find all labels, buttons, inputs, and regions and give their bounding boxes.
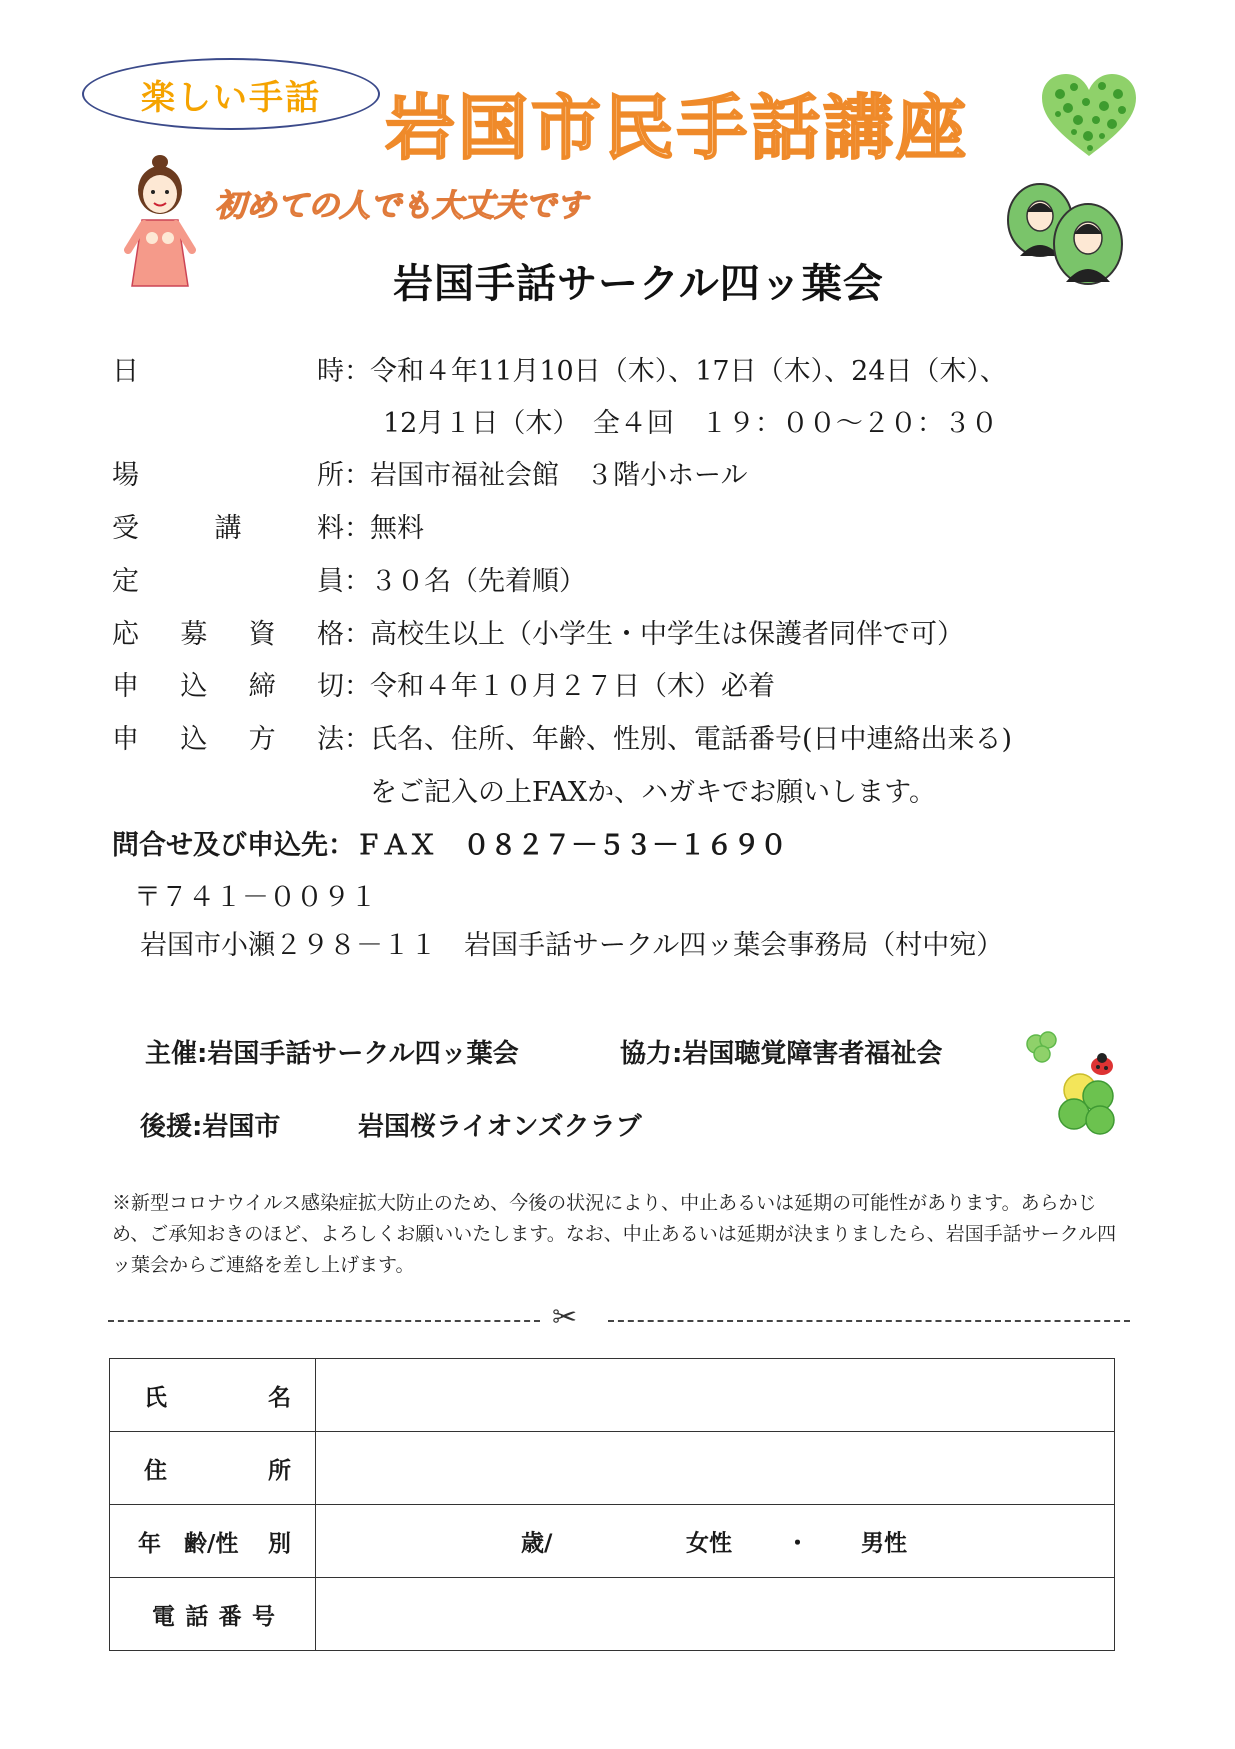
woman-illustration xyxy=(120,150,200,292)
form-label-phone: 電 話 番 号 xyxy=(110,1578,316,1651)
info-value-date: 令和４年11月10日（木）、17日（木）、24日（木）、 xyxy=(370,356,1007,387)
form-field-address[interactable] xyxy=(316,1432,1115,1505)
page-title: 岩国市民手話講座 xyxy=(385,87,969,169)
info-value-deadline: 令和４年１０月２７日（木）必着 xyxy=(370,671,775,702)
info-row-contact: 問合せ及び申込先：ＦＡＸ ０８２７－５３－１６９０ xyxy=(112,830,787,861)
signer-faces-illustration xyxy=(1006,182,1126,286)
form-field-name[interactable] xyxy=(316,1359,1115,1432)
subtitle: 初めての人でも大丈夫です xyxy=(215,188,587,224)
info-value-date-line2: 12月１日（木） 全４回 １９：００～２０：３０ xyxy=(383,408,998,439)
sponsor-cooperation: 協力:岩国聴覚障害者福祉会 xyxy=(620,1039,943,1069)
info-row-method: 申 込 方 法 ：氏名、住所、年齢、性別、電話番号(日中連絡出来る) xyxy=(112,724,1013,755)
info-value-eligibility: 高校生以上（小学生・中学生は保護者同伴で可） xyxy=(370,619,964,650)
age-unit: 歳/ xyxy=(521,1530,553,1557)
form-label-age-gender: 年 齢/性 別 xyxy=(110,1505,316,1578)
badge-fun-sign-language xyxy=(82,58,380,130)
sponsor-support-2: 岩国桜ライオンズクラブ xyxy=(358,1112,642,1142)
info-value-method: 氏名、住所、年齢、性別、電話番号(日中連絡出来る) xyxy=(370,724,1013,755)
gender-female[interactable]: 女性 xyxy=(686,1530,732,1557)
info-postal-code: 〒７４１－００９１ xyxy=(134,882,377,913)
info-row-deadline: 申 込 締 切 ：令和４年１０月２７日（木）必着 xyxy=(112,671,775,702)
scissors-icon: ✂ xyxy=(552,1300,578,1335)
gender-separator: ・ xyxy=(786,1530,809,1557)
info-row-place: 場 所 ：岩国市福祉会館 ３階小ホール xyxy=(112,460,748,491)
info-row-fee: 受 講 料 ：無料 xyxy=(112,513,424,544)
info-label-fee: 受 講 料 xyxy=(112,513,344,544)
info-row-date: 日 時 ：令和４年11月10日（木）、17日（木）、24日（木）、 xyxy=(112,356,1007,387)
info-value-place: 岩国市福祉会館 ３階小ホール xyxy=(370,460,748,491)
info-row-eligibility: 応 募 資 格 ：高校生以上（小学生・中学生は保護者同伴で可） xyxy=(112,619,964,650)
form-field-phone[interactable] xyxy=(316,1578,1115,1651)
form-row-name xyxy=(110,1359,1115,1432)
clover-heart-icon xyxy=(1040,72,1138,158)
info-label-place: 場 所 xyxy=(112,460,344,491)
info-row-capacity: 定 員 ：３０名（先着順） xyxy=(112,566,586,597)
sponsor-host: 主催:岩国手話サークル四ッ葉会 xyxy=(145,1039,519,1069)
info-label-capacity: 定 員 xyxy=(112,566,344,597)
clover-ladybug-illustration xyxy=(1018,1030,1128,1140)
info-label-date: 日 時 xyxy=(112,356,344,387)
info-value-method-line2: をご記入の上FAXか、ハガキでお願いします。 xyxy=(370,777,936,808)
info-label-contact: 問合せ及び申込先 xyxy=(112,830,328,861)
form-label-name: 氏 名 xyxy=(110,1359,316,1432)
form-row-phone xyxy=(110,1578,1115,1651)
info-value-capacity: ３０名（先着順） xyxy=(370,566,586,597)
info-label-eligibility: 応 募 資 格 xyxy=(112,619,344,650)
badge-text: 楽しい手話 xyxy=(141,77,321,118)
application-form xyxy=(109,1358,1115,1651)
info-label-method: 申 込 方 法 xyxy=(112,724,344,755)
info-value-contact: ＦＡＸ ０８２７－５３－１６９０ xyxy=(355,830,787,861)
notice-text: ※新型コロナウイルス感染症拡大防止のため、今後の状況により、中止あるいは延期の可能性があります。あらかじめ、ご承知おきのほど、よろしくお願いいたします。なお、中止あるいは延期が決まりましたら、岩国手話サークル四ッ葉会からご連絡を差し上げます。 xyxy=(112,1192,1117,1276)
info-label-deadline: 申 込 締 切 xyxy=(112,671,344,702)
gender-male[interactable]: 男性 xyxy=(861,1530,907,1557)
form-field-age-gender[interactable] xyxy=(316,1505,1115,1578)
form-row-age-gender xyxy=(110,1505,1115,1578)
sponsor-support: 後援:岩国市 xyxy=(140,1112,281,1142)
form-label-address: 住 所 xyxy=(110,1432,316,1505)
cut-line-right xyxy=(608,1320,1130,1322)
info-value-fee: 無料 xyxy=(370,513,424,544)
cut-line-left xyxy=(108,1320,540,1322)
organizer-title: 岩国手話サークル四ッ葉会 xyxy=(393,261,884,307)
form-row-address xyxy=(110,1432,1115,1505)
info-address: 岩国市小瀬２９８－１１ 岩国手話サークル四ッ葉会事務局（村中宛） xyxy=(140,930,1004,961)
